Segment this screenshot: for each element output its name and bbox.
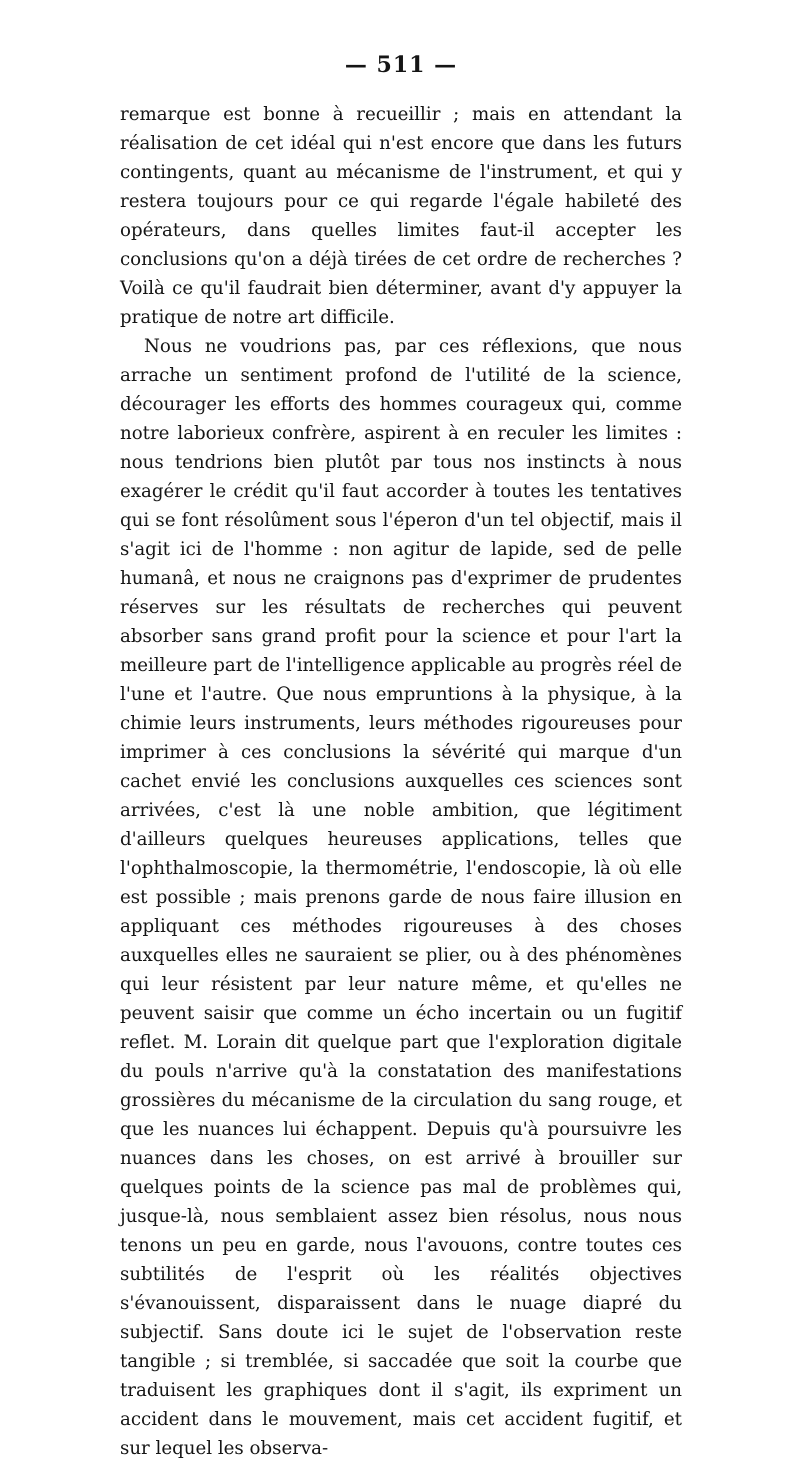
paragraph-continued: remarque est bonne à recueillir ; mais en attendant la réalisation de cet idéal qui n'est encore que dans les futurs contingents, quant au mécanisme de l'instrument, et qui y restera toujours pour ce qui regarde l'égale habileté des opérateurs, dans quelles limites faut-il accepter les conclusions qu'on a déjà tirées de cet ordre de recherches ? Voilà ce qu'il faudrait bien déterminer, avant d'y appuyer la pratique de notre art difficile. [120,104,682,328]
body-text [120,100,682,1463]
paragraph: Nous ne voudrions pas, par ces réflexions, que nous arrache un sentiment profond de l'utilité de la science, décourager les efforts des hommes courageux qui, comme notre laborieux confrère, aspirent à en reculer les limites : nous tendrions bien plutôt par tous nos instincts à nous exagérer le crédit qu'il faut accorder à toutes les tentatives qui se font résolûment sous l'éperon d'un tel objectif, mais il s'agit ici de l'homme : non agitur de lapide, sed de pelle humanâ, et nous ne craignons pas d'exprimer de prudentes réserves sur les résultats de recherches qui peuvent absorber sans grand profit pour la science et pour l'art la meilleure part de l'intelligence applicable au progrès réel de l'une et l'autre. Que nous empruntions à la physique, à la chimie leurs instruments, leurs méthodes rigoureuses pour imprimer à ces conclusions la sévérité qui marque d'un cachet envié les conclusions auxquelles ces sciences sont arrivées, c'est là une noble ambition, que légitiment d'ailleurs quelques heureuses applications, telles que l'ophthalmoscopie, la thermométrie, l'endoscopie, là où elle est possible ; mais prenons garde de nous faire illusion en appliquant ces méthodes rigoureuses à des choses auxquelles elles ne sauraient se plier, ou à des phénomènes qui leur résistent par leur nature même, et qu'elles ne peuvent saisir que comme un écho incertain ou un fugitif reflet. M. Lorain dit quelque part que l'exploration digitale du pouls n'arrive qu'à la constatation des manifestations grossières du mécanisme de la circulation du sang rouge, et que les nuances lui échappent. Depuis qu'à poursuivre les nuances dans les choses, on est arrivé à brouiller sur quelques points de la science pas mal de problèmes qui, jusque-là, nous semblaient assez bien résolus, nous nous tenons un peu en garde, nous l'avouons, contre toutes ces subtilités de l'esprit où les réalités objectives s'évanouissent, disparaissent dans le nuage diapré du subjectif. Sans doute ici le sujet de l'observation reste tangible ; si tremblée, si saccadée que soit la courbe que traduisent les graphiques dont il s'agit, ils expriment un accident dans le mouvement, mais cet accident fugitif, et sur lequel les observa- [120,336,682,1459]
page-number: — 511 — [344,52,458,78]
book-page [120,52,682,1463]
